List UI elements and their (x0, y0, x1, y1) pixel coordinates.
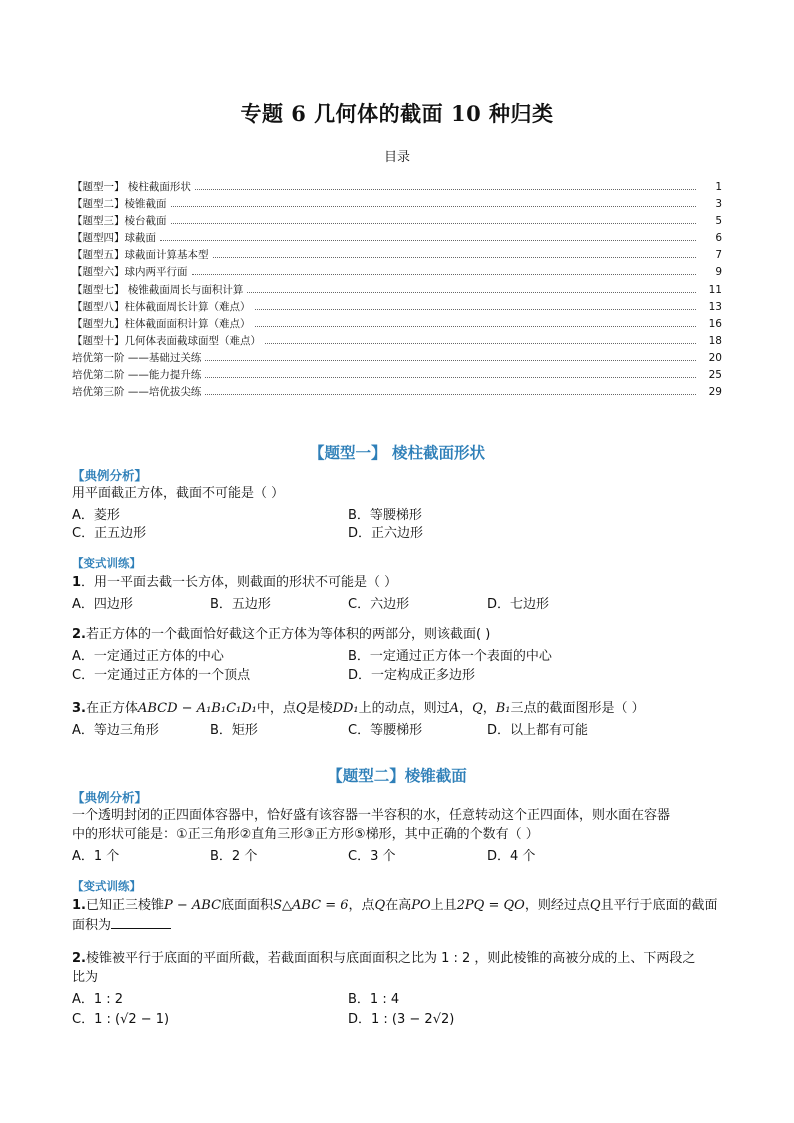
option-d: D．以上都有可能 (487, 723, 589, 738)
toc-entry[interactable] (72, 179, 722, 196)
option-a: A．菱形 (72, 508, 120, 523)
toc-entry-label: 【题型一】 棱柱截面形状 (72, 181, 191, 193)
toc-entry-page: 13 (708, 300, 722, 313)
example-tag-1: 【典例分析】 (72, 468, 148, 483)
toc-entry-label: 【题型十】几何体表面截球面型（难点） (72, 334, 261, 347)
toc-entry[interactable] (72, 367, 722, 384)
option-a: A．1 : 2 (72, 992, 124, 1007)
toc-leader-dots (205, 359, 696, 361)
question-2-1-line-2 (72, 916, 727, 935)
answer-blank (111, 916, 171, 929)
option-c: C．正五边形 (72, 526, 147, 541)
text-run: ， (482, 701, 496, 716)
text-run: 是棱 (306, 701, 333, 716)
text-run: 已知正三棱锥 (85, 898, 164, 913)
example-question-1: 用平面截正方体，截面不可能是（ ） (72, 486, 285, 501)
option-a: A．1 个 (72, 849, 120, 864)
option-b: B．矩形 (210, 723, 258, 738)
text-run: 且平行于底面的截面 (600, 898, 718, 913)
document-title: 专题 6 几何体的截面 10 种归类 (240, 101, 554, 126)
toc-leader-dots (171, 222, 697, 224)
toc-entry-page: 9 (715, 266, 722, 279)
toc-entry-label: 【题型四】球截面 (72, 232, 156, 245)
toc-leader-dots (265, 342, 696, 344)
toc-entry[interactable] (72, 213, 722, 230)
toc-leader-dots (160, 239, 696, 241)
toc-leader-dots (247, 291, 696, 293)
toc-entry-label: 【题型七】 棱锥截面周长与面积计算 (72, 283, 244, 296)
math-expression: B₁ (495, 701, 511, 716)
toc-entry-label: 培优第一阶 ——基础过关练 (72, 351, 202, 364)
option-b: B．等腰梯形 (348, 508, 422, 523)
toc-entry-page: 7 (715, 249, 722, 262)
text-run: 在正方体 (85, 701, 138, 716)
question-2-1 (72, 897, 727, 915)
question-text: ．用一平面去截一长方体，则截面的形状不可能是（ ） (81, 575, 398, 590)
option-a: A．等边三角形 (72, 723, 159, 738)
toc-entry[interactable] (72, 196, 722, 213)
toc-entry-page: 6 (715, 232, 722, 245)
math-expression: Q (472, 701, 483, 716)
math-expression: S△ABC = 6 (273, 898, 349, 913)
option-a: A．四边形 (72, 597, 133, 612)
table-of-contents (72, 179, 722, 401)
option-a: A．一定通过正方体的中心 (72, 649, 224, 664)
text-run: 上且 (430, 898, 457, 913)
text-run: ，点 (348, 898, 375, 913)
toc-leader-dots (255, 308, 697, 310)
section-title-2: 【题型二】棱锥截面 (327, 767, 467, 785)
toc-entry[interactable] (72, 384, 722, 401)
toc-leader-dots (171, 205, 697, 207)
toc-entry[interactable] (72, 230, 722, 247)
math-expression: 2PQ = QO (456, 898, 525, 913)
toc-entry[interactable] (72, 350, 722, 367)
toc-heading: 目录 (383, 150, 410, 165)
toc-entry-page: 11 (708, 283, 722, 296)
toc-entry[interactable] (72, 282, 722, 299)
toc-leader-dots (205, 376, 696, 378)
toc-entry-page: 29 (708, 386, 722, 399)
question-2-2-line-2: 比为 (72, 970, 99, 985)
question-number: 1. (72, 898, 86, 913)
text-run: 中，点 (256, 701, 296, 716)
question-1-3 (72, 700, 727, 718)
toc-entry-page: 25 (708, 369, 722, 382)
toc-entry[interactable] (72, 316, 722, 333)
text-run: ， (459, 701, 473, 716)
toc-entry-page: 3 (715, 198, 722, 211)
toc-entry[interactable] (72, 299, 722, 316)
text-run: 上的动点，则过 (358, 701, 450, 716)
question-number: 2. (72, 951, 86, 966)
option-c: C．1 : (√2 − 1) (72, 1012, 170, 1027)
toc-leader-dots (255, 325, 697, 327)
math-expression: P − ABC (164, 898, 222, 913)
toc-entry[interactable] (72, 333, 722, 350)
option-c: C．等腰梯形 (348, 723, 423, 738)
toc-entry-label: 【题型六】球内两平行面 (72, 266, 188, 279)
toc-entry[interactable] (72, 264, 722, 281)
option-b: B．2 个 (210, 849, 258, 864)
toc-leader-dots (192, 273, 697, 275)
math-expression: ABCD − A₁B₁C₁D₁ (138, 701, 257, 716)
math-expression: Q (589, 898, 601, 913)
toc-entry-label: 培优第三阶 ——培优拔尖练 (72, 386, 202, 399)
math-expression: Q (374, 898, 386, 913)
toc-entry-label: 培优第二阶 ——能力提升练 (72, 369, 202, 382)
toc-entry[interactable] (72, 247, 722, 264)
text-run: ，则经过点 (524, 898, 590, 913)
text-run: 棱锥被平行于底面的平面所截，若截面面积与底面面积之比为 1 : 2 ，则此棱锥的高被分成的上、下两段之 (85, 951, 696, 966)
option-b: B．五边形 (210, 597, 271, 612)
toc-entry-label: 【题型二】棱锥截面 (72, 198, 167, 211)
text-run: 三点的截面图形是（ ） (510, 701, 645, 716)
option-b: B．1 : 4 (348, 992, 400, 1007)
question-text: 若正方体的一个截面恰好截这个正方体为等体积的两部分，则该截面( ) (85, 627, 491, 642)
toc-entry-page: 1 (715, 181, 722, 193)
toc-entry-label: 【题型九】柱体截面面积计算（难点） (72, 317, 251, 330)
toc-entry-label: 【题型八】柱体截面周长计算（难点） (72, 300, 251, 313)
toc-entry-page: 18 (708, 334, 722, 347)
toc-entry-page: 5 (715, 215, 722, 228)
option-b: B．一定通过正方体一个表面的中心 (348, 649, 552, 664)
option-c: C．3 个 (348, 849, 396, 864)
option-d: D．七边形 (487, 597, 550, 612)
example-question-2-line-2: 中的形状可能是：①正三角形②直角三形③正方形⑤梯形，其中正确的个数有（ ） (72, 827, 539, 842)
question-1-2 (72, 626, 727, 644)
option-c: C．六边形 (348, 597, 410, 612)
section-title-1: 【题型一】 棱柱截面形状 (309, 444, 485, 462)
toc-entry-label: 【题型五】球截面计算基本型 (72, 249, 209, 262)
text-run: 底面面积 (221, 898, 274, 913)
text-run: 在高 (385, 898, 412, 913)
math-expression: PO (411, 898, 431, 913)
toc-leader-dots (195, 188, 696, 190)
option-d: D．正六边形 (348, 526, 424, 541)
text-run: 面积为 (72, 918, 112, 933)
toc-entry-page: 20 (708, 351, 722, 364)
option-d: D．一定构成正多边形 (348, 668, 476, 683)
training-tag-2: 【变式训练】 (72, 879, 141, 893)
math-expression: A (449, 701, 460, 716)
question-2-2 (72, 950, 727, 968)
example-question-2-line-1: 一个透明封闭的正四面体容器中，恰好盛有该容器一半容积的水，任意转动这个正四面体，则水面在容器 (72, 808, 671, 823)
math-expression: DD₁ (332, 701, 359, 716)
option-d: D．4 个 (487, 849, 536, 864)
toc-leader-dots (213, 256, 697, 258)
question-number: 3. (72, 701, 86, 716)
question-number: 1 (72, 575, 82, 590)
option-d: D．1 : (3 − 2√2) (348, 1012, 455, 1027)
option-c: C．一定通过正方体的一个顶点 (72, 668, 251, 683)
toc-entry-page: 16 (708, 317, 722, 330)
question-1-1 (72, 574, 727, 592)
training-tag-1: 【变式训练】 (72, 556, 141, 570)
math-expression: Q (295, 701, 307, 716)
example-tag-2: 【典例分析】 (72, 790, 148, 805)
toc-entry-label: 【题型三】棱台截面 (72, 215, 167, 228)
question-number: 2. (72, 627, 86, 642)
toc-leader-dots (205, 393, 696, 395)
